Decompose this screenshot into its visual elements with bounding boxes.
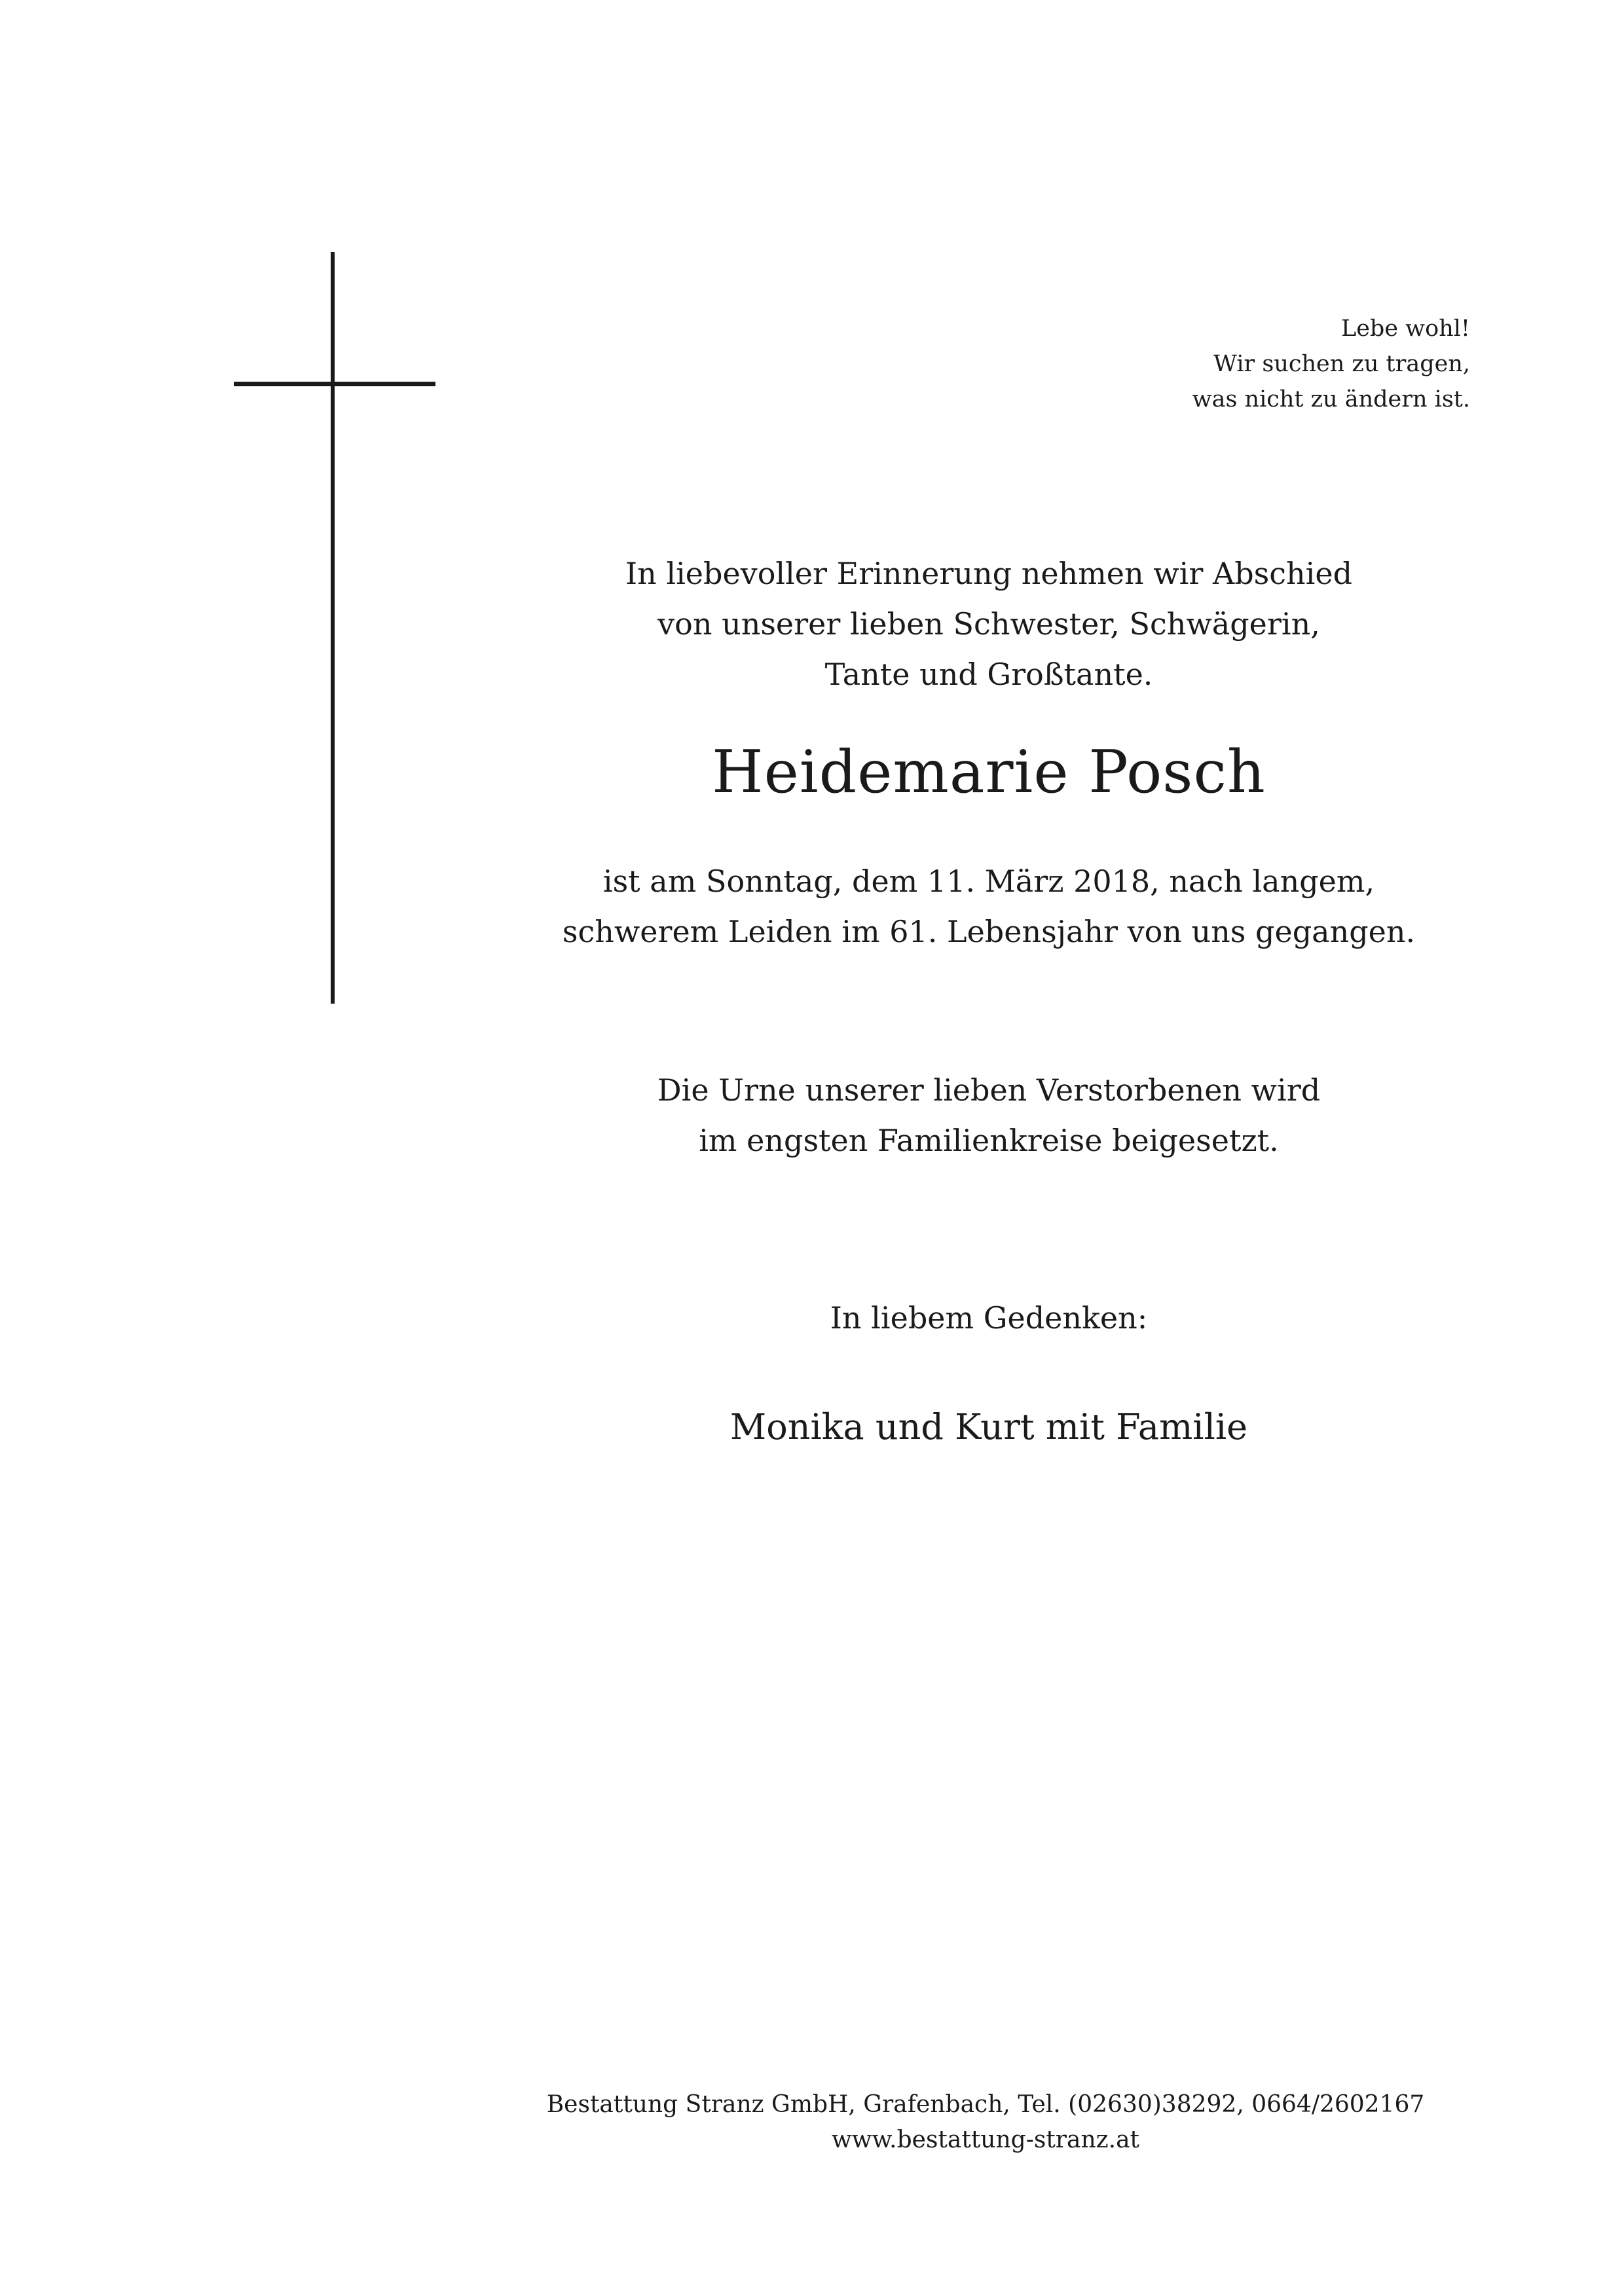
funeral-home-info: Bestattung Stranz GmbH, Grafenbach, Tel. (02630)38292, 0664/2602167 bbox=[546, 2091, 1425, 2118]
motto-line: was nicht zu ändern ist. bbox=[1192, 386, 1470, 412]
deceased-name: Heidemarie Posch bbox=[712, 738, 1266, 807]
cross-horizontal-bar bbox=[234, 382, 435, 386]
intro-line: von unserer lieben Schwester, Schwägerin, bbox=[657, 606, 1320, 642]
remembrance-heading: In liebem Gedenken: bbox=[830, 1300, 1148, 1336]
motto-line: Lebe wohl! bbox=[1340, 316, 1470, 342]
cross-vertical-bar bbox=[331, 252, 335, 1004]
funeral-home-website: www.bestattung-stranz.at bbox=[831, 2126, 1140, 2153]
burial-notice-line: Die Urne unserer lieben Verstorbenen wird bbox=[657, 1072, 1321, 1108]
mourners-names: Monika und Kurt mit Familie bbox=[729, 1406, 1248, 1448]
death-notice-line: schwerem Leiden im 61. Lebensjahr von uns gegangen. bbox=[562, 914, 1416, 949]
burial-notice-line: im engsten Familienkreise beigesetzt. bbox=[699, 1123, 1279, 1158]
intro-line: In liebevoller Erinnerung nehmen wir Abschied bbox=[625, 556, 1353, 591]
intro-text bbox=[511, 549, 1467, 700]
death-notice bbox=[511, 856, 1467, 957]
footer bbox=[485, 2087, 1486, 2158]
motto-verse bbox=[1012, 311, 1470, 417]
motto-line: Wir suchen zu tragen, bbox=[1213, 351, 1470, 377]
death-notice-line: ist am Sonntag, dem 11. März 2018, nach langem, bbox=[602, 864, 1375, 899]
intro-line: Tante und Großtante. bbox=[824, 657, 1153, 692]
burial-notice bbox=[511, 1065, 1467, 1166]
